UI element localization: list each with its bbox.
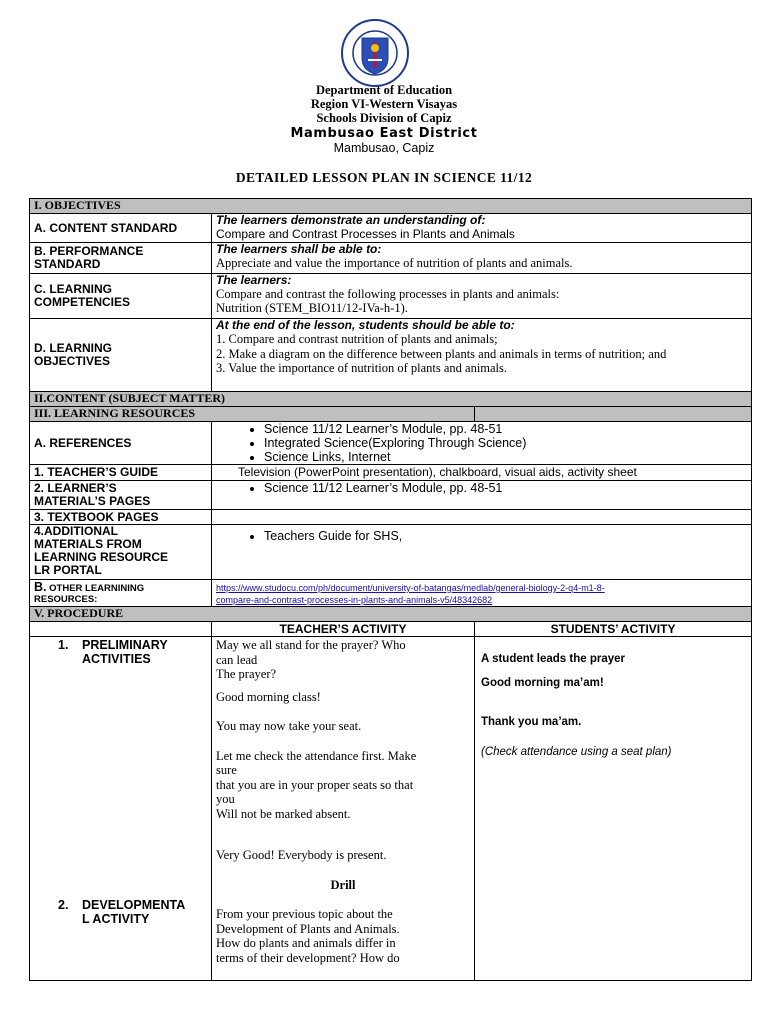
label-other-resources <box>30 580 212 607</box>
procedure-steps-cell <box>30 637 212 981</box>
competencies-line-2: Nutrition (STEM_BIO11/12-IVa-h-1). <box>216 301 408 315</box>
objective-item: 2. Make a diagram on the difference between plants and animals in terms of nutrition; and <box>216 346 667 361</box>
letterhead <box>0 83 768 125</box>
teacher-line: How do plants and animals differ in <box>216 936 396 950</box>
references-list <box>216 422 747 464</box>
value-textbook-pages <box>212 510 752 525</box>
section-row-objectives <box>30 199 752 214</box>
section-heading-objectives: I. OBJECTIVES <box>30 199 752 214</box>
row-learners-material <box>30 481 752 510</box>
label-learners-line1: 2. LEARNER’S <box>34 481 117 495</box>
value-competencies <box>212 274 752 319</box>
content-standard-text: Compare and Contrast Processes in Plants and Animals <box>216 227 515 241</box>
performance-standard-text: Appreciate and value the importance of nutrition of plants and animals. <box>216 256 573 270</box>
section-row-content <box>30 392 752 407</box>
teacher-line: Let me check the attendance first. Make <box>216 748 417 763</box>
student-line: (Check attendance using a seat plan) <box>481 746 672 758</box>
label-additional-materials <box>30 525 212 580</box>
teacher-line: Development of Plants and Animals. <box>216 921 400 936</box>
label-other-line1: OTHER LEARNINING <box>46 583 145 594</box>
student-activity-header: STUDENTS’ ACTIVITY <box>475 622 752 637</box>
district-name: Mambusao East District <box>290 126 478 141</box>
label-competencies <box>30 274 212 319</box>
section-heading-procedure: V. PROCEDURE <box>30 607 752 622</box>
step-number: 1. <box>58 638 69 652</box>
procedure-body-row <box>30 637 752 981</box>
drill-heading: Drill <box>330 877 356 892</box>
competencies-line-1: Compare and contrast the following processes in plants and animals: <box>216 287 560 301</box>
list-item: • Integrated Science(Exploring Through Science) <box>264 436 747 450</box>
list-item: • Science 11/12 Learner’s Module, pp. 48-51 <box>264 481 747 495</box>
label-learners-material <box>30 481 212 510</box>
teacher-line: you <box>216 792 235 806</box>
procedure-header-blank <box>30 622 212 637</box>
section-heading-resources: III. LEARNING RESOURCES <box>30 407 475 422</box>
row-other-resources <box>30 580 752 607</box>
objective-item: 1. Compare and contrast nutrition of plants and animals; <box>216 332 498 346</box>
step-label-line2: ACTIVITIES <box>82 652 151 666</box>
label-textbook-pages: 3. TEXTBOOK PAGES <box>30 510 212 525</box>
row-learning-objectives <box>30 319 752 392</box>
teacher-activity-cell <box>212 637 475 981</box>
value-additional-materials <box>212 525 752 580</box>
department-name: Department of Education <box>315 83 453 97</box>
label-performance-line1: B. PERFORMANCE <box>34 244 144 258</box>
value-learners-material <box>212 481 752 510</box>
procedure-header-row <box>30 622 752 637</box>
row-textbook-pages <box>30 510 752 525</box>
label-learning-objectives <box>30 319 212 392</box>
teacher-line: Good morning class! <box>216 689 321 704</box>
student-line: Good morning ma’am! <box>481 677 604 689</box>
section-heading-resources-blank <box>475 407 752 422</box>
label-teachers-guide: 1. TEACHER’S GUIDE <box>30 465 212 481</box>
value-content-standard <box>212 214 752 243</box>
section-heading-content: II.CONTENT (SUBJECT MATTER) <box>30 392 752 407</box>
region-name: Region VI-Western Visayas <box>310 97 458 111</box>
row-additional-materials <box>30 525 752 580</box>
teacher-line: sure <box>216 763 237 777</box>
list-item: • Science Links, Internet <box>264 450 747 464</box>
list-item: • Science 11/12 Learner’s Module, pp. 48-51 <box>264 422 747 436</box>
label-objectives-line1: D. LEARNING <box>34 341 112 355</box>
label-learners-line2: MATERIAL’S PAGES <box>34 494 151 508</box>
step-developmental <box>30 898 211 926</box>
competencies-intro: The learners: <box>216 273 292 287</box>
value-performance-standard <box>212 243 752 274</box>
value-teachers-guide: Television (PowerPoint presentation), chalkboard, visual aids, activity sheet <box>212 465 752 481</box>
teacher-activity-header: TEACHER’S ACTIVITY <box>212 622 475 637</box>
row-competencies <box>30 274 752 319</box>
objectives-intro: At the end of the lesson, students should be able to: <box>216 318 515 332</box>
teacher-line: can lead <box>216 652 258 667</box>
teacher-line: Very Good! Everybody is present. <box>216 848 387 862</box>
label-other-b: B. <box>34 580 47 594</box>
division-name: Schools Division of Capiz <box>316 111 452 125</box>
step-preliminary <box>30 638 211 666</box>
student-line: Thank you ma’am. <box>481 716 582 728</box>
document-title: DETAILED LESSON PLAN IN SCIENCE 11/12 <box>235 170 533 185</box>
value-other-resources <box>212 580 752 607</box>
step-label-line2: L ACTIVITY <box>82 912 150 926</box>
student-line: A student leads the prayer <box>481 653 626 665</box>
content-standard-intro: The learners demonstrate an understanding of: <box>216 213 486 227</box>
deped-seal-logo <box>340 18 410 88</box>
value-references <box>212 422 752 465</box>
step-number: 2. <box>58 898 69 912</box>
teacher-line: From your previous topic about the <box>216 907 393 921</box>
teacher-line: terms of their development? How do <box>216 950 400 965</box>
value-learning-objectives <box>212 319 752 392</box>
row-performance-standard <box>30 243 752 274</box>
label-references: A. REFERENCES <box>30 422 212 465</box>
step-label-line1: DEVELOPMENTA <box>82 898 186 912</box>
step-label-line1: PRELIMINARY <box>82 638 168 652</box>
lesson-plan-table <box>29 198 752 981</box>
teacher-line: You may now take your seat. <box>216 719 362 733</box>
label-competencies-line1: C. LEARNING <box>34 282 112 296</box>
label-additional-line2: MATERIALS FROM <box>34 537 142 551</box>
label-content-standard: A. CONTENT STANDARD <box>30 214 212 243</box>
studocu-link-continued[interactable]: compare-and-contrast-processes-in-plants-and-animals-v5/48342682 <box>216 595 493 605</box>
label-additional-line1: 4.ADDITIONAL <box>34 524 118 538</box>
label-performance-standard <box>30 243 212 274</box>
teacher-line: The prayer? <box>216 667 277 681</box>
label-performance-line2: STANDARD <box>34 257 101 271</box>
studocu-link[interactable]: https://www.studocu.com/ph/document/university-of-batangas/medlab/general-biology-2-q4-m1-8- <box>216 583 605 593</box>
teacher-line: May we all stand for the prayer? Who <box>216 638 406 652</box>
label-additional-line3: LEARNING RESOURCE <box>34 550 169 564</box>
row-references <box>30 422 752 465</box>
objective-item: 3. Value the importance of nutrition of plants and animals. <box>216 361 508 375</box>
label-competencies-line2: COMPETENCIES <box>34 295 131 309</box>
list-item: • Teachers Guide for SHS, <box>264 529 747 543</box>
teacher-line: that you are in your proper seats so that <box>216 777 414 792</box>
row-teachers-guide <box>30 465 752 481</box>
town-name: Mambusao, Capiz <box>333 141 435 155</box>
student-activity-cell <box>475 637 752 981</box>
label-other-line2: RESOURCES: <box>34 594 98 605</box>
section-row-resources <box>30 407 752 422</box>
additional-materials-list <box>216 529 747 543</box>
label-additional-line4: LR PORTAL <box>34 563 102 577</box>
label-objectives-line2: OBJECTIVES <box>34 354 111 368</box>
learners-material-list <box>216 481 747 495</box>
performance-standard-intro: The learners shall be able to: <box>216 242 382 256</box>
row-content-standard <box>30 214 752 243</box>
section-row-procedure <box>30 607 752 622</box>
teacher-line: Will not be marked absent. <box>216 806 351 821</box>
